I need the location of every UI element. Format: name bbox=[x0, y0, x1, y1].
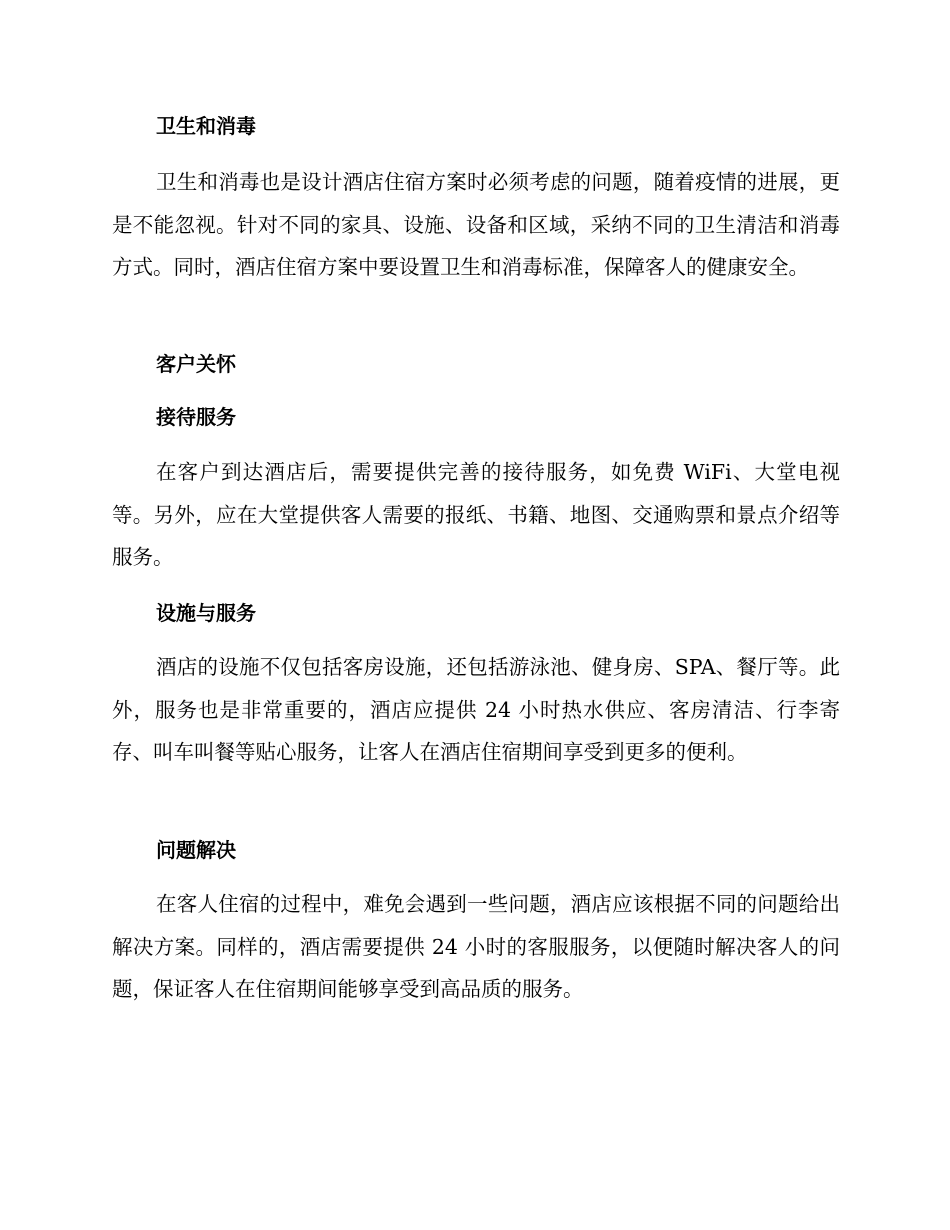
section-heading-problem-solving: 问题解决 bbox=[156, 838, 236, 862]
section-paragraph-reception: 在客户到达酒店后，需要提供完善的接待服务，如免费 WiFi、大堂电视等。另外，应在大堂提供客人需要的报纸、书籍、地图、交通购票和景点介绍等服务。 bbox=[112, 460, 840, 569]
section-heading-reception: 接待服务 bbox=[156, 405, 236, 429]
section-heading-customer-care: 客户关怀 bbox=[156, 352, 236, 376]
section-heading-hygiene: 卫生和消毒 bbox=[156, 114, 256, 138]
section-paragraph-hygiene: 卫生和消毒也是设计酒店住宿方案时必须考虑的问题，随着疫情的进展，更是不能忽视。针对不同的家具、设施、设备和区域，采纳不同的卫生清洁和消毒方式。同时，酒店住宿方案中要设置卫生和消毒标准，保障客人的健康安全。 bbox=[112, 170, 840, 279]
section-paragraph-facilities: 酒店的设施不仅包括客房设施，还包括游泳池、健身房、SPA、餐厅等。此外，服务也是非常重要的，酒店应提供 24 小时热水供应、客房清洁、行李寄存、叫车叫餐等贴心服务，让客人在酒店住宿期间享受到更多的便利。 bbox=[112, 655, 840, 764]
section-heading-facilities: 设施与服务 bbox=[156, 601, 256, 625]
section-paragraph-problem-solving: 在客人住宿的过程中，难免会遇到一些问题，酒店应该根据不同的问题给出解决方案。同样的，酒店需要提供 24 小时的客服服务，以便随时解决客人的问题，保证客人在住宿期间能够享受到高品质的服务。 bbox=[112, 892, 840, 1001]
